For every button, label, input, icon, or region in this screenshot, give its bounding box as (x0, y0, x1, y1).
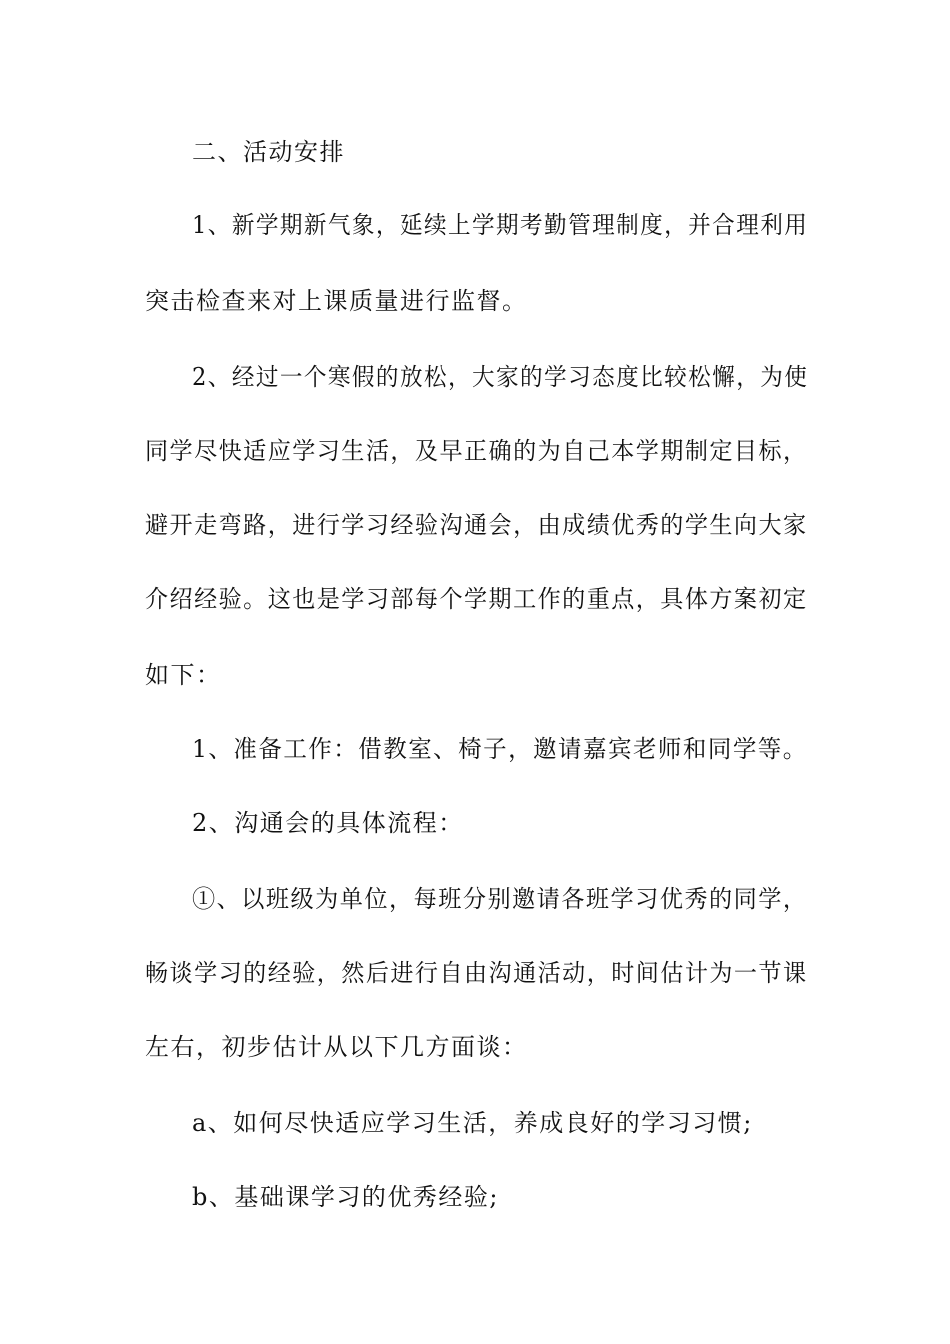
paragraph-line: 1、新学期新气象，延续上学期考勤管理制度，并合理利用 (192, 211, 809, 239)
paragraph-line: 畅谈学习的经验，然后进行自由沟通活动，时间估计为一节课 (145, 959, 808, 987)
paragraph-line: 同学尽快适应学习生活，及早正确的为自己本学期制定目标， (145, 437, 808, 465)
paragraph-line: 避开走弯路，进行学习经验沟通会，由成绩优秀的学生向大家 (145, 511, 808, 539)
paragraph-line: ①、以班级为单位，每班分别邀请各班学习优秀的同学， (192, 885, 808, 913)
paragraph-line: 如下： (145, 661, 222, 689)
paragraph-line: b、基础课学习的优秀经验; (192, 1183, 499, 1211)
paragraph-line: 突击检查来对上课质量进行监督。 (145, 287, 528, 315)
paragraph-line: 2、经过一个寒假的放松，大家的学习态度比较松懈，为使 (192, 363, 809, 391)
paragraph-line: 左右，初步估计从以下几方面谈： (145, 1033, 528, 1061)
paragraph-line: 2、沟通会的具体流程： (192, 809, 464, 837)
section-heading: 二、活动安排 (192, 138, 345, 166)
paragraph-line: 1、准备工作：借教室、椅子，邀请嘉宾老师和同学等。 (192, 735, 808, 763)
paragraph-line: a、如何尽快适应学习生活，养成良好的学习习惯; (192, 1109, 753, 1137)
paragraph-line: 介绍经验。这也是学习部每个学期工作的重点，具体方案初定 (145, 585, 808, 613)
